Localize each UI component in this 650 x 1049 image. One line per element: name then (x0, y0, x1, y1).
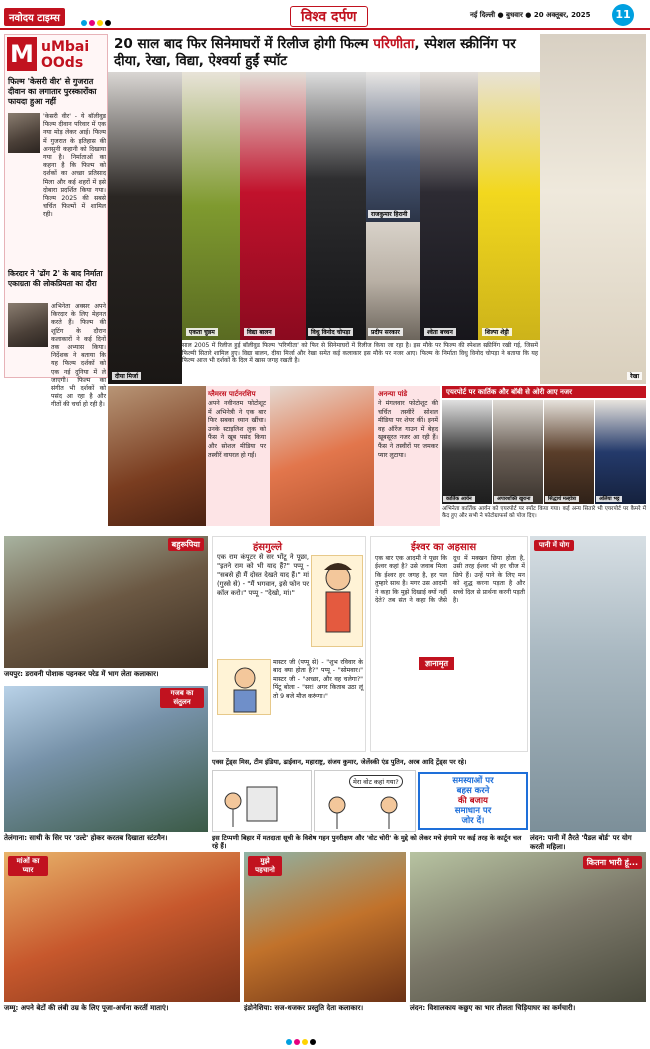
joke-1: एक राम कंपूटर से सर भोंटू ने पूछा, "इतने राम को भी याद हैं?" पप्पू - "सबसे ही मैं दोस्त देखते याद हैं।" मां (गुस्से से) - "मैं भगवान, इसे फोन पर कॉल करो।" पप्पू - "देखो, मां।" (217, 553, 309, 597)
mumbai-body-1: 'केसरी वीर' - ये बॉलीवुड फिल्म दीवान परिवार में एक नया मोड़ लेकर आई। फिल्म में गुजरात के इतिहास की अनसुनी कहानी को दिखाया गया है। निर्माताओं का कहना है कि फिल्म को दर्शकों का अच्छा प्रतिसाद मिला और कई शहरों में इसे दोबारा प्रदर्शित किया गया। फिल्म 2025 की सबसे चर्चित फिल्मों में शामिल रही। (43, 113, 106, 219)
name-label-vidya: विद्या बालन (244, 328, 275, 336)
main-photo-vidya (240, 72, 306, 340)
airport-label-2: अपारशक्ति खुराना (494, 496, 533, 502)
indonesia-tag: मुझे पहचानो (248, 856, 282, 876)
mumbai-logo-word1: uMbai (41, 39, 90, 55)
trends-ticker: एक्स ट्रेंड्स मिस, टीम इंडिया, ढाईवान, महाराष्ट्र, संजय कुमार, जेलेंस्की एंड पुतिन, अरब आदि ट्रेंड्स पर रहे। (212, 758, 467, 766)
mumbai-logo (7, 37, 105, 73)
mumbai-column (4, 34, 108, 409)
paper-name: नवोदय टाइम्स (4, 8, 65, 26)
balance-photo (4, 686, 208, 832)
airport-photo-2 (493, 400, 543, 504)
mumbai-photo-2 (8, 303, 48, 347)
color-dots-left (80, 11, 112, 30)
balance-caption: तेलंगाना: साथी के सिर पर 'उल्टे' होकर करतब दिखाता स्टंटमैन। (4, 834, 168, 842)
cartoon-teacher-icon (218, 660, 272, 716)
glamour-box2-title: अनन्या पांडे (378, 390, 408, 398)
name-label-2: एकता चुन्नम (186, 328, 218, 336)
joke-cartoon-1 (311, 555, 363, 647)
god-box (370, 536, 528, 752)
main-photo-rekha (540, 34, 646, 384)
main-photo-shweta (420, 72, 478, 340)
airport-label-4: अलिया भट्ट (596, 496, 622, 502)
airport-label-3: सिद्धार्थ मल्होत्रा (545, 496, 579, 502)
mothers-photo (4, 852, 240, 1002)
main-headline (114, 36, 539, 70)
tortoise-caption: लंदन: विशालकाय कछुए का भार तौलता चिड़ियाघर का कर्मचारी। (410, 1004, 576, 1012)
yoga-caption: लंदन: पानी में तैरते 'पैडल बोर्ड' पर योग करती महिला। (530, 834, 632, 851)
name-label-pradeep: प्रदीप सरकार (368, 328, 403, 336)
god-text: एक बार एक आदमी ने पूछा कि ईश्वर कहां है? उसे जवाब मिला कि ईश्वर हर जगह है, हर पल तुम्हारे साथ है। मगर उस आदमी ने कहा कि मुझे दिखाई क्यों नहीं देते? तब संत ने कहा कि जैसे दूध में मक्खन छिपा होता है, उसी तरह ईश्वर भी हर चीज में छिपे हैं। उन्हें पाने के लिए मन को शुद्ध करना पड़ता है और सच्चे दिल से प्रार्थना करनी पड़ती है। (375, 555, 525, 605)
name-label-shilpa: शिल्पा शेट्टी (482, 328, 512, 336)
glamour-photo-1 (108, 386, 206, 526)
bahurupiya-caption: जयपुर: डरावनी पोशाक पहनकर परेड में भाग लेता कलाकार। (4, 670, 159, 678)
promo-box (418, 772, 528, 830)
tortoise-photo (410, 852, 646, 1002)
mumbai-headline-1: फिल्म 'केसरी वीर' से गुजरात दीवान का लगातार पुरस्कारोंका फायदा हुआ नहीं (8, 77, 97, 106)
bahurupiya-tag: बहुरूपिया (168, 538, 204, 551)
joke-2: मास्टर जी (पप्पू से) - "शुभ रविवार के बाद क्या होता है?" पप्पू - "सोमवार।" मास्टर जी - "अच्छा, और वह चलेगा?" पिंटू बोला - "सर! अगर किताब उठा लूं तो 9 बजे मौज करूंगा।" (273, 659, 363, 700)
god-title: ईश्वर का अहसास (411, 542, 477, 553)
name-label-shweta: श्वेता बच्चन (424, 328, 456, 336)
glamour-box2-text: ने मंगलवार फोटोशूट की चर्चित तस्वीरें सोशल मीडिया पर शेयर कीं। इनमें वह ऑरेंज गाउन में बेहद खूबसूरत नजर आ रही हैं। फैंस ने तस्वीरों पर जमकर प्यार लुटाया। (378, 400, 438, 459)
cartoon-ballot-icon (213, 771, 313, 833)
main-headline-part1: 20 साल बाद फिर सिनेमाघरों में रिलीज होगी फिल्म (114, 36, 369, 52)
main-photo-hirani (366, 72, 420, 222)
mothers-tag: मांओं का प्यार (8, 856, 48, 876)
cartoon-2 (314, 770, 416, 832)
mumbai-headline-2: किरदार ने 'ढोंग 2' के बाद निर्माता एकाग्रता की लोकप्रियता का दौरा (8, 269, 103, 288)
main-photo-vidhu (306, 72, 366, 340)
airport-title: एयरपोर्ट पर कार्तिक और बॉबी से ओरी आए नजर (442, 386, 646, 398)
promo-line5: जोर दें। (461, 816, 485, 826)
indonesia-caption: इंडोनेशिया: सज-धजकर प्रस्तुति देता कलाकार। (244, 1004, 364, 1012)
name-label-vidhu: विधु विनोद चोपड़ा (308, 328, 353, 336)
joke-cartoon-2 (217, 659, 271, 715)
name-label-rekha: रेखा (627, 372, 642, 380)
balance-tag: गजब का संतुलन (160, 688, 204, 708)
airport-photo-4 (595, 400, 646, 504)
main-photo-shilpa (478, 72, 540, 340)
footer-dots (285, 1030, 317, 1049)
glamour-box1-title: ग्लैमरस पार्टनरशिप (208, 390, 256, 398)
god-ribbon: ज्ञानामृत (419, 657, 454, 670)
name-label-dia: दीया मिर्जा (112, 372, 141, 380)
airport-section (442, 386, 646, 530)
mothers-caption: जम्मू: अपने बेटों की लंबी उम्र के लिए पूजा-अर्चना करतीं माताएं। (4, 1004, 169, 1012)
cartoon-woman-icon (312, 556, 364, 648)
main-photo-pradeep (366, 222, 420, 340)
section-title: विश्व दर्पण (290, 6, 368, 27)
yoga-photo (530, 536, 646, 832)
airport-photo-3 (544, 400, 594, 504)
promo-line2: बहस करने (456, 786, 490, 796)
airport-photo-1 (442, 400, 492, 504)
jokes-box (212, 536, 366, 752)
glamour-photo-2 (270, 386, 374, 526)
jokes-title: हंसगुल्ले (253, 542, 282, 553)
name-label-hirani: राजकुमार हिरानी (368, 210, 410, 218)
dateline: नई दिल्ली ● बुधवार ● 20 अक्तूबर, 2025 (470, 11, 591, 19)
page-number: 11 (612, 4, 634, 26)
cartoon-caption: इस टिप्पणी बिहार में मतदाता सूची के विशेष गहन पुनरीक्षण और 'वोट चोरी' के मुद्दे को लेकर मचे हंगामे पर कई तरह के कार्टून चल रहे हैं। (212, 834, 522, 850)
mumbai-photo-1 (8, 113, 40, 153)
main-headline-highlight: परिणीता (373, 36, 415, 52)
promo-line3: की बजाय (458, 796, 488, 806)
cartoon-bubble: मेरा वोट कहां गया? (349, 775, 403, 788)
mumbai-logo-letter: M (7, 37, 37, 71)
airport-label-1: कार्तिक आर्यन (443, 496, 475, 502)
promo-line4: समाधान पर (454, 806, 492, 816)
main-caption: साल 2005 में रिलीज हुई बॉलीवुड फिल्म 'परिणीता' को फिर से सिनेमाघरों में रिलीज किया जा रहा है। इस मौके पर फिल्म की स्पेशल स्क्रीनिंग रखी गई, जिसमें फिल्मी सितारे शामिल हुए। विद्या बालन, दीया मिर्जा और रेखा समेत कई कलाकार इस मौके पर नजर आए। फिल्म के निर्माता विधु विनोद चोपड़ा ने बताया कि यह फिल्म आज भी दर्शकों के दिल में खास जगह रखती है। (182, 342, 538, 365)
bahurupiya-photo (4, 536, 208, 668)
header-bar (0, 0, 650, 30)
main-photo-2 (182, 72, 240, 340)
mumbai-logo-word2: OOds (41, 55, 84, 71)
indonesia-photo (244, 852, 406, 1002)
mumbai-body-2: अभिनेता अक्सर अपने किरदार के लिए मेहनत करते हैं। फिल्म की शूटिंग के दौरान कलाकारों ने कई दिनों तक अभ्यास किया। निर्देशक ने बताया कि यह फिल्म दर्शकों को एक नई दुनिया में ले जाएगी। फिल्म का संगीत भी दर्शकों को पसंद आ रहा है और गीतों की चर्चा हो रही है। (51, 303, 106, 409)
airport-caption: अभिनेता कार्तिक आर्यन को एयरपोर्ट पर स्पॉट किया गया। कई अन्य सितारे भी एयरपोर्ट पर कैमरे में कैद हुए और सभी ने फोटोग्राफर्स को पोज दिए। (442, 506, 646, 519)
yoga-tag: पानी में योग (534, 540, 574, 551)
cartoon-1 (212, 770, 312, 832)
tortoise-tag: कितना भारी हूं... (583, 856, 642, 869)
promo-line1: समस्याओं पर (452, 776, 494, 786)
main-photo-dia (108, 72, 182, 384)
glamour-section (108, 386, 440, 526)
glamour-box1-text: अपने नवीनतम फोटोशूट में अभिनेत्री ने एक बार फिर सबका ध्यान खींचा। उनके स्टाइलिश लुक को फैंस ने खूब पसंद किया और सोशल मीडिया पर तस्वीरें वायरल हो गईं। (208, 400, 266, 459)
main-headline-part2: , स्पेशल स्क्रीनिंग पर दीया, रेखा, विद्या, ऐश्वर्या हुईं स्पॉट (114, 36, 516, 69)
